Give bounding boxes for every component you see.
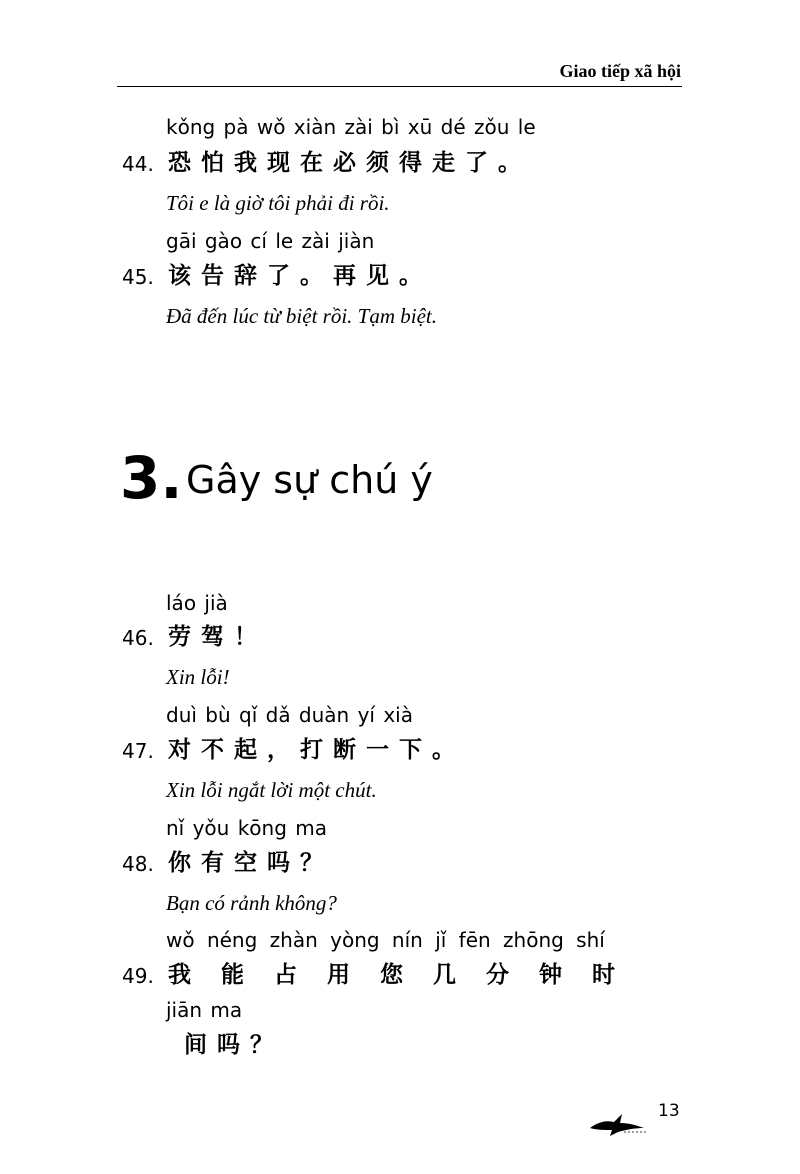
- pinyin-line: wǒ néng zhàn yòng nín jǐ fēn zhōng shí: [166, 928, 605, 952]
- section-number: 3.: [120, 444, 183, 512]
- entry-number: 46.: [122, 626, 154, 650]
- entry-number: 49.: [122, 964, 154, 988]
- header-title: Giao tiếp xã hội: [559, 61, 681, 81]
- pinyin-line: duì bù qǐ dǎ duàn yí xià: [166, 703, 413, 727]
- vietnamese-translation: Bạn có rảnh không?: [166, 891, 337, 915]
- chinese-phrase: 对不起，打断一下。: [168, 737, 465, 763]
- pinyin-line-continued: jiān ma: [166, 998, 243, 1022]
- pinyin-line: gāi gào cí le zài jiàn: [166, 229, 375, 253]
- entry-number: 48.: [122, 852, 154, 876]
- chinese-phrase: 该告辞了。再见。: [168, 263, 432, 289]
- pinyin-line: láo jià: [166, 591, 228, 615]
- pinyin-line: kǒng pà wǒ xiàn zài bì xū dé zǒu le: [166, 115, 536, 139]
- section-title: Gây sự chú ý: [186, 458, 433, 502]
- chinese-phrase: 我能占用您几分钟时: [168, 962, 645, 988]
- pinyin-line: nǐ yǒu kōng ma: [166, 816, 327, 840]
- vietnamese-translation: Tôi e là giờ tôi phải đi rồi.: [166, 191, 390, 215]
- entry-number: 44.: [122, 152, 154, 176]
- vietnamese-translation: Đã đến lúc từ biệt rồi. Tạm biệt.: [166, 304, 438, 328]
- chinese-phrase-continued: 间吗？: [184, 1032, 283, 1058]
- chinese-phrase: 你有空吗？: [168, 850, 333, 876]
- bird-ornament-icon: [588, 1108, 648, 1138]
- chinese-phrase: 恐怕我现在必须得走了。: [168, 150, 531, 176]
- header-rule: [117, 86, 682, 87]
- vietnamese-translation: Xin lỗi!: [166, 665, 230, 689]
- chinese-phrase: 劳驾！: [168, 624, 267, 650]
- entry-number: 47.: [122, 739, 154, 763]
- entry-number: 45.: [122, 265, 154, 289]
- page-number: 13: [658, 1101, 680, 1121]
- vietnamese-translation: Xin lỗi ngắt lời một chút.: [166, 778, 377, 802]
